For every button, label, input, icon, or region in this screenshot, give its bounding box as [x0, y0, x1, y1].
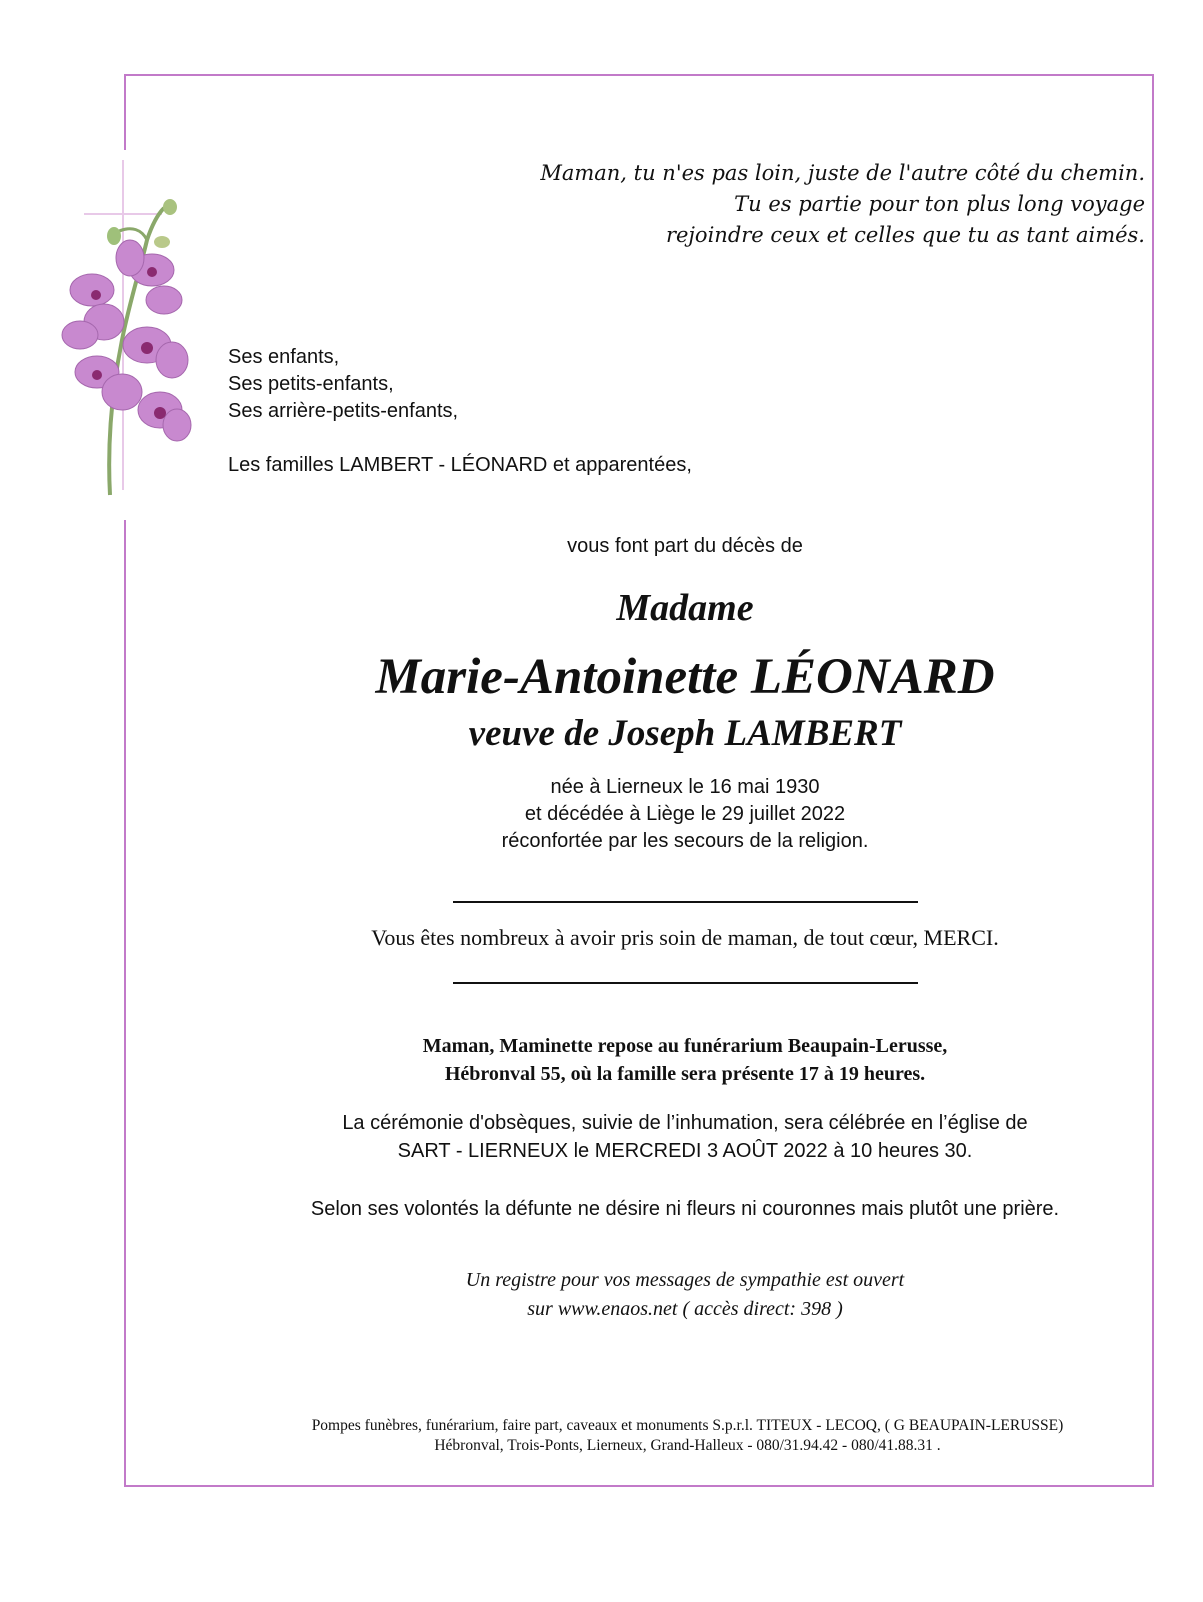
- widow-of: veuve de Joseph LAMBERT: [468, 713, 902, 754]
- birth-line: née à Lierneux le 16 mai 1930: [550, 776, 820, 798]
- reposing-line: Maman, Maminette repose au funérarium Beaupain-Lerusse,: [422, 1035, 948, 1057]
- deceased-name: Marie-Antoinette LÉONARD: [375, 649, 995, 705]
- registry-line: sur www.enaos.net ( accès direct: 398 ): [527, 1298, 843, 1320]
- poem-line: Maman, tu n'es pas loin, juste de l'autre côté du chemin.: [540, 161, 1145, 185]
- footer-line: Pompes funèbres, funérarium, faire part, caveaux et monuments S.p.r.l. TITEUX - LECOQ, ( G BEAUPAIN-LERUSSE): [311, 1417, 1064, 1434]
- thanks-message: Vous êtes nombreux à avoir pris soin de maman, de tout cœur, MERCI.: [371, 925, 999, 950]
- poem-line: rejoindre ceux et celles que tu as tant aimés.: [665, 223, 1145, 247]
- reposing-info: [240, 1032, 1130, 1088]
- reposing-line: Hébronval 55, où la famille sera présente 17 à 19 heures.: [444, 1063, 926, 1085]
- orchid-cross-icon: [52, 160, 192, 505]
- mourners: [228, 344, 692, 479]
- families-line: Les familles LAMBERT - LÉONARD et apparentées,: [228, 454, 692, 476]
- divider: [453, 901, 918, 903]
- mourner-line: Ses enfants,: [228, 346, 340, 368]
- poem-line: Tu es partie pour ton plus long voyage: [734, 192, 1145, 216]
- mourner-line: Ses arrière-petits-enfants,: [228, 400, 459, 422]
- religion-line: réconfortée par les secours de la religion.: [501, 830, 869, 852]
- registry-info: [240, 1266, 1130, 1324]
- footer: [200, 1416, 1175, 1456]
- mourner-line: Ses petits-enfants,: [228, 373, 394, 395]
- divider: [453, 982, 918, 984]
- death-line: et décédée à Liège le 29 juillet 2022: [524, 803, 846, 825]
- announcement: vous font part du décès de: [567, 535, 803, 557]
- life-dates: [290, 774, 1080, 855]
- poem: [540, 158, 1145, 251]
- deceased-title: Madame: [616, 587, 754, 629]
- footer-line: Hébronval, Trois-Ponts, Lierneux, Grand-Halleux - 080/31.94.42 - 080/41.88.31 .: [434, 1437, 941, 1454]
- ceremony-line: SART - LIERNEUX le MERCREDI 3 AOÛT 2022 à 10 heures 30.: [397, 1140, 973, 1162]
- wishes: Selon ses volontés la défunte ne désire ni fleurs ni couronnes mais plutôt une prière.: [310, 1198, 1060, 1220]
- ceremony-line: La cérémonie d'obsèques, suivie de l’inhumation, sera célébrée en l’église de: [342, 1112, 1028, 1134]
- ceremony-info: [240, 1109, 1130, 1165]
- registry-line: Un registre pour vos messages de sympathie est ouvert: [465, 1269, 905, 1291]
